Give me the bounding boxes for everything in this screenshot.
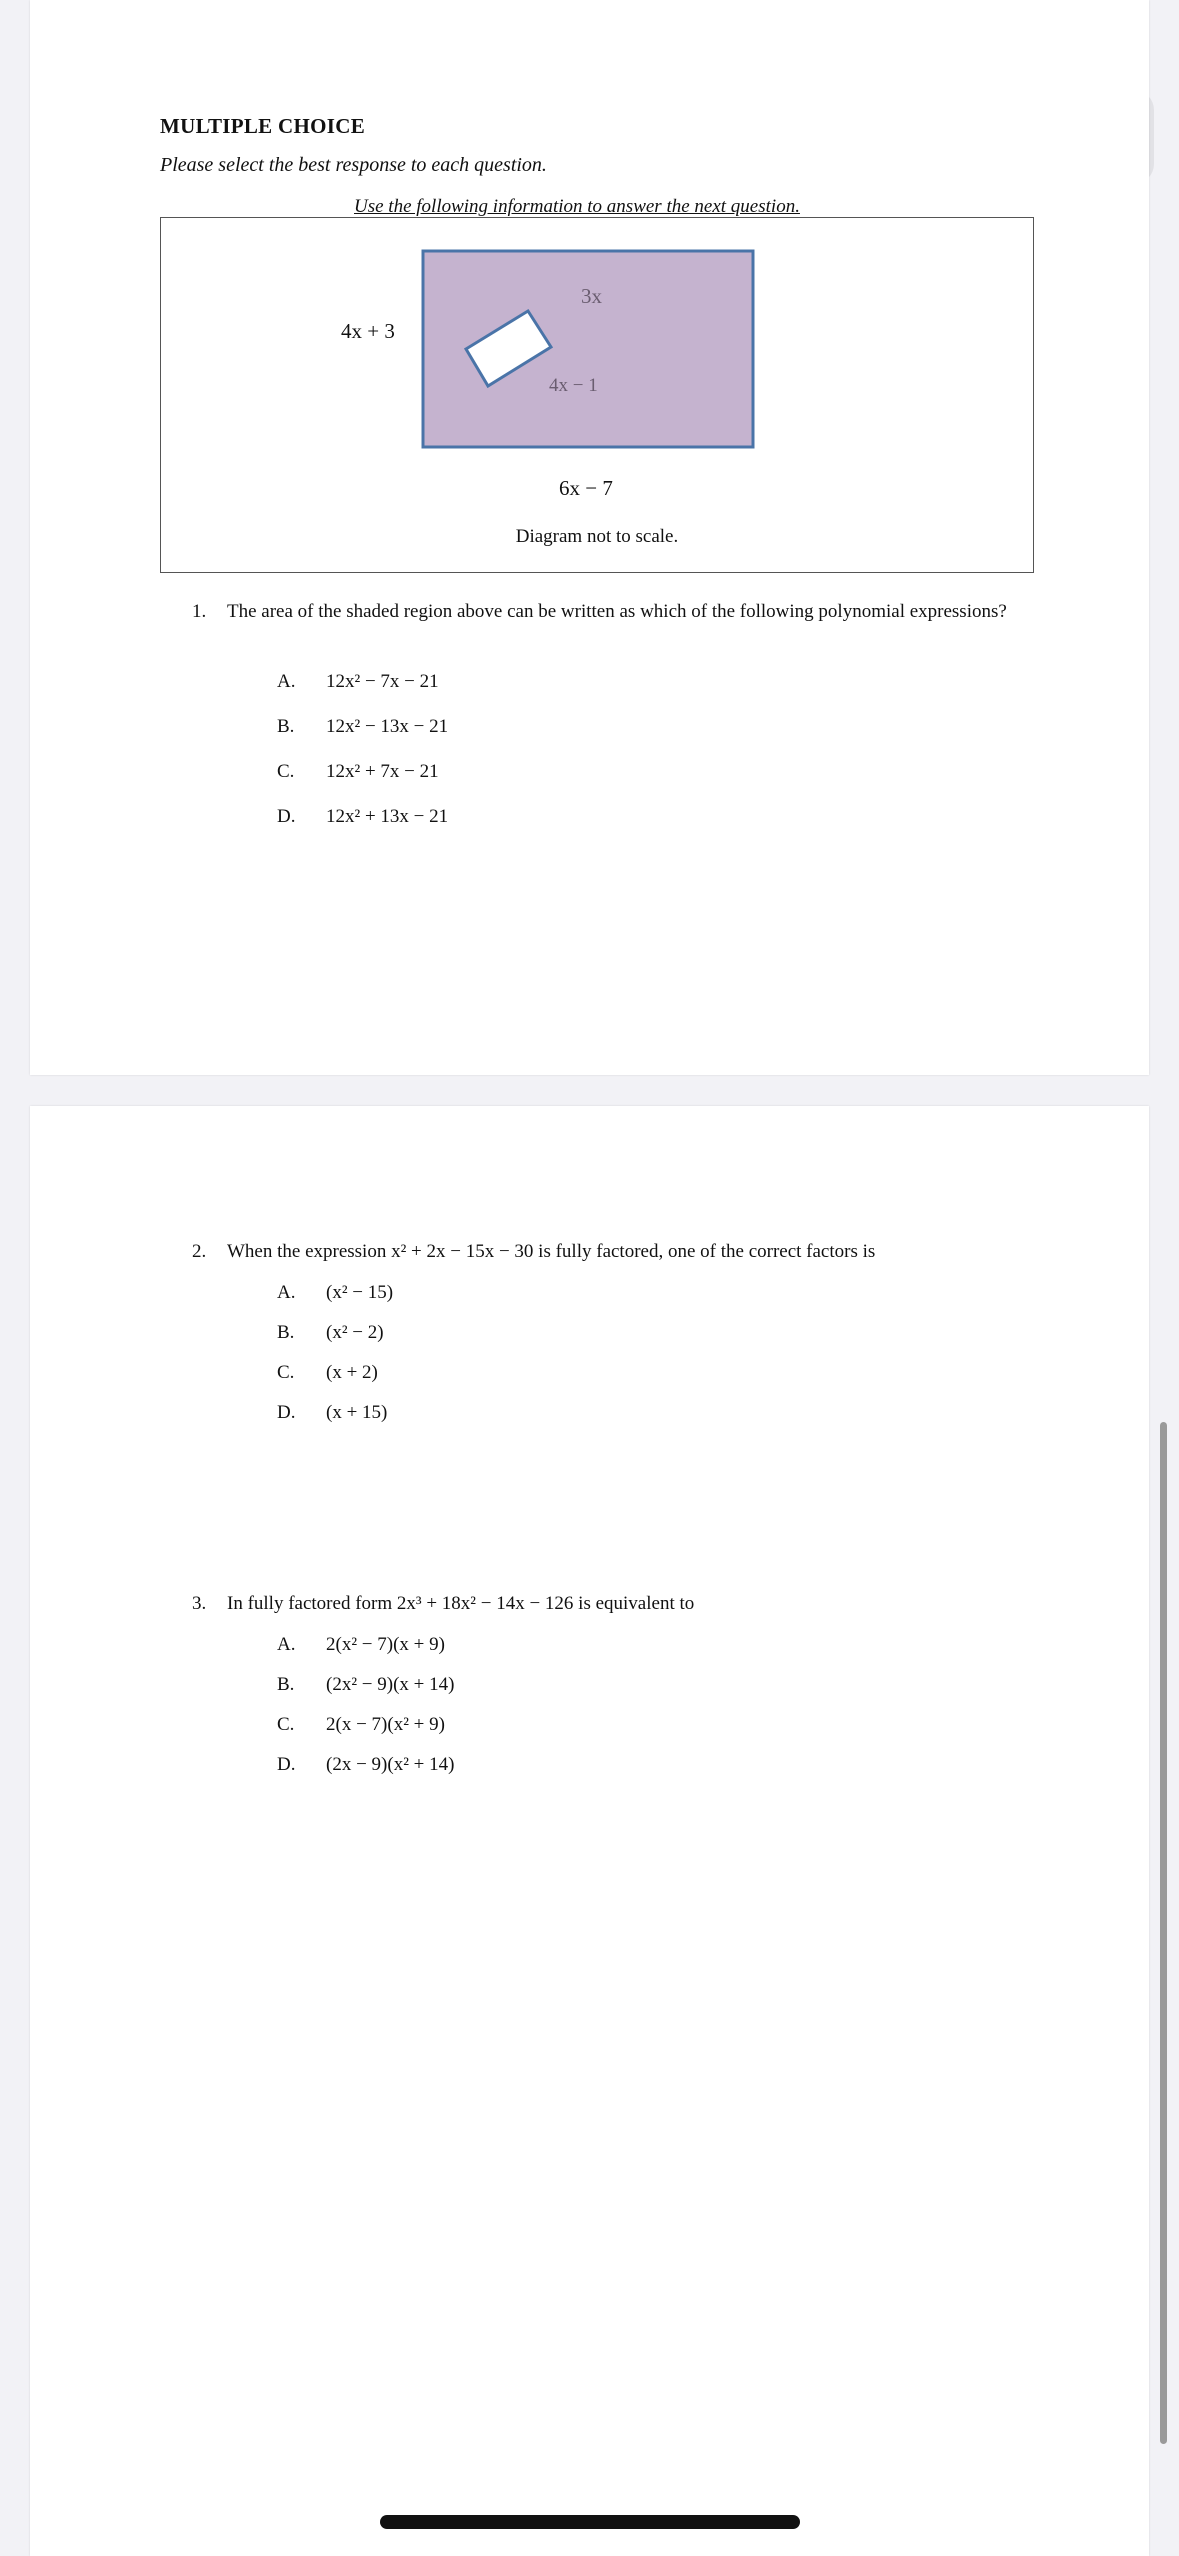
- option-label: A.: [277, 1282, 296, 1303]
- diagram-box: [160, 217, 1034, 573]
- document-page-2: [30, 1106, 1149, 2556]
- option-text: 2(x² − 7)(x + 9): [326, 1634, 445, 1655]
- diagram-intro: Use the following information to answer the next question.: [354, 196, 800, 217]
- option-label: D.: [277, 1754, 296, 1775]
- option-text: (x + 2): [326, 1362, 378, 1383]
- question-number: 1.: [192, 601, 207, 622]
- option-label: D.: [277, 1402, 296, 1423]
- label-inner-length: 4x − 1: [549, 375, 598, 396]
- section-instructions: Please select the best response to each question.: [160, 154, 547, 176]
- option-label: C.: [277, 761, 295, 782]
- diagram-caption: Diagram not to scale.: [515, 526, 679, 547]
- label-width: 6x − 7: [559, 476, 613, 500]
- option-text: 12x² − 7x − 21: [326, 671, 439, 692]
- option-text: (2x² − 9)(x + 14): [326, 1674, 455, 1695]
- home-indicator[interactable]: [380, 2515, 800, 2529]
- option-text: (x² − 15): [326, 1282, 394, 1303]
- option-text: 12x² + 7x − 21: [326, 761, 439, 782]
- option-label: C.: [277, 1714, 295, 1735]
- option-text: 12x² + 13x − 21: [326, 806, 449, 827]
- label-height: 4x + 3: [341, 319, 395, 343]
- option-label: B.: [277, 1322, 295, 1343]
- option-text: 2(x − 7)(x² + 9): [326, 1714, 445, 1735]
- label-inner-width: 3x: [581, 284, 602, 308]
- option-text: (x² − 2): [326, 1322, 384, 1343]
- option-label: C.: [277, 1362, 295, 1383]
- option-text: (2x − 9)(x² + 14): [326, 1754, 455, 1775]
- question-text: When the expression x² + 2x − 15x − 30 is fully factored, one of the correct factors is: [227, 1241, 876, 1262]
- option-text: 12x² − 13x − 21: [326, 716, 449, 737]
- option-label: B.: [277, 1674, 295, 1695]
- section-heading: MULTIPLE CHOICE: [160, 114, 366, 138]
- question-number: 3.: [192, 1593, 207, 1614]
- option-label: A.: [277, 671, 296, 692]
- option-label: A.: [277, 1634, 296, 1655]
- question-text: In fully factored form 2x³ + 18x² − 14x − 126 is equivalent to: [227, 1593, 695, 1614]
- scrollbar[interactable]: [1160, 1422, 1167, 2444]
- question-number: 2.: [192, 1241, 207, 1262]
- option-label: B.: [277, 716, 295, 737]
- question-text: The area of the shaded region above can be written as which of the following polynomial expressions?: [227, 601, 1007, 622]
- area-diagram: [161, 218, 1035, 574]
- option-label: D.: [277, 806, 296, 827]
- option-text: (x + 15): [326, 1402, 388, 1423]
